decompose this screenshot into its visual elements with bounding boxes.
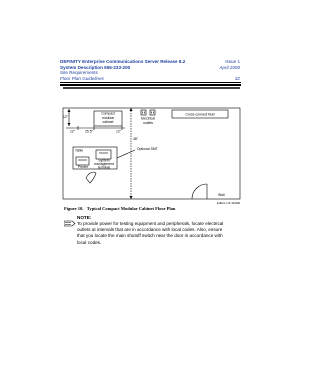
- issue-date: April 2000: [219, 64, 240, 70]
- cabinet-label-line3: cabinet: [102, 120, 114, 125]
- optional-smt-leader: [117, 150, 135, 158]
- page-number: 32: [234, 75, 240, 81]
- door-swing-icon: [192, 184, 207, 199]
- figure-caption: [64, 206, 175, 211]
- terminal-label-line1: System: [98, 158, 110, 163]
- wall-label: Wall: [218, 193, 225, 197]
- section-title: Site Requirements: [60, 70, 98, 75]
- electrical-label-line1: Electrical: [141, 116, 155, 121]
- dim-48-label: 48": [133, 137, 138, 141]
- printer-label: Printer: [78, 165, 88, 169]
- note-line: local codes.: [77, 239, 102, 245]
- cabinet-label-line2: modular: [101, 115, 115, 120]
- dim-25-label: 25.5": [85, 129, 93, 134]
- issue-label: Issue 1: [225, 59, 240, 64]
- note-icon: [64, 214, 76, 232]
- document-title: DEFINITY Enterprise Communications Server Release 8.2: [60, 59, 186, 64]
- note-line: outlets at intervals that are in accordance with local codes. Also, ensure: [77, 227, 223, 233]
- chair-icon: [86, 172, 96, 183]
- dim-12-left-label: 12": [70, 129, 75, 134]
- figure-caption-number: Figure 10.: [64, 206, 84, 211]
- figure-id-label: fpdfloor LJK 101999: [216, 202, 240, 205]
- note-body: [77, 221, 242, 246]
- document-subtitle: System Description 555-233-200: [60, 64, 131, 70]
- dim-12-right-label: 12": [116, 129, 121, 134]
- subsection-title: Floor Plan Guidelines: [60, 75, 104, 81]
- optional-smt-label: Optional SMT: [137, 147, 158, 151]
- cabinet-label-line1: Compact: [101, 111, 115, 116]
- printer-icon: [76, 157, 89, 165]
- dim-12-top-label: 12": [63, 115, 68, 119]
- cross-connect-label: Cross-connect field: [185, 112, 215, 117]
- electrical-outlet-icon: [141, 110, 155, 115]
- note-line: that you locate the main shutoff switch near the door in accordance with: [77, 233, 223, 239]
- electrical-label-line2: outlets: [143, 120, 153, 125]
- note-line: To provide power for testing equipment and peripherals, locate electrical: [77, 221, 224, 226]
- table-label: Table: [75, 148, 84, 153]
- note-label: NOTE:: [77, 215, 92, 220]
- terminal-label-line2: management: [94, 162, 114, 166]
- figure-caption-text: Typical Compact Modular Cabinet Floor Plan: [86, 206, 176, 211]
- terminal-label-line3: terminal: [97, 165, 111, 170]
